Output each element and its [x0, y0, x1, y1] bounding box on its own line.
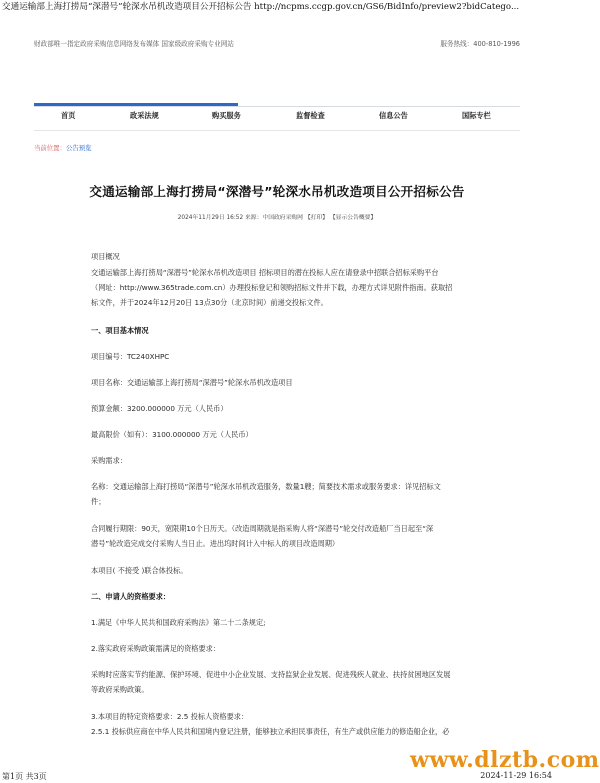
qualification-3: 3.本项目的特定资格要求：2.5 投标人资格要求：: [91, 712, 249, 721]
print-footer: [0, 771, 554, 783]
breadcrumb-prefix: 当前位置：: [34, 144, 66, 152]
article-date-source: 2024年11月29日 16:52 来源：中国政府采购网: [177, 215, 305, 221]
project-name: 项目名称：交通运输部上海打捞局“深潜号”轮深水吊机改造项目: [91, 378, 293, 387]
requirements-heading: 采购需求：: [91, 456, 127, 465]
site-slogan: 财政部唯一指定政府采购信息网络发布媒体 国家级政府采购专业网站: [34, 40, 234, 48]
page-title: 交通运输部上海打捞局“深潜号”轮深水吊机改造项目公开招标公告: [89, 184, 465, 199]
requirements-line-1: 名称：交通运输部上海打捞局“深潜号”轮深水吊机改造服务，数量1艘；简要技术需求或服务要求：详见招标文: [91, 482, 441, 491]
main-nav: [34, 111, 520, 125]
page-count: 第1页 共3页: [2, 772, 47, 781]
nav-item-announcements[interactable]: 信息公告: [379, 111, 408, 120]
qualification-1: 1.满足《中华人民共和国政府采购法》第二十二条规定;: [91, 618, 266, 627]
breadcrumb: [34, 143, 92, 152]
policy-line-1: 采购时应落实节约能源、保护环境、促进中小企业发展、支持监狱企业发展、促进残疾人就业、扶持贫困地区发展: [91, 670, 451, 679]
print-timestamp: 2024-11-29 16:54: [480, 771, 552, 780]
print-header: 交通运输部上海打捞局“深潜号”轮深水吊机改造项目公开招标公告 http://ncpms.ccgp.gov.cn/GS6/BidInfo/preview2?bidCatego...: [2, 2, 520, 12]
overview-line-3: 标文件，并于2024年12月20日 13点30分（北京时间）前递交投标文件。: [91, 298, 328, 307]
contract-line-2: 潜号”轮改造完成交付采购人当日止。进出坞时间计入中标人的项目改造周期）: [91, 539, 340, 548]
qualification-3-1: 2.5.1 投标供应商在中华人民共和国境内登记注册，能够独立承担民事责任，有生产或供应能力的修造船企业，必: [91, 727, 450, 736]
project-code: 项目编号：TC240XHPC: [91, 352, 170, 361]
qualification-2: 2.落实政府采购政策需满足的资格要求：: [91, 644, 221, 653]
service-hotline: 服务热线：400-810-1996: [440, 40, 520, 48]
show-summary-button[interactable]: 【显示公告概要】: [329, 215, 377, 221]
nav-divider: [34, 106, 520, 107]
nav-item-international[interactable]: 国际专栏: [462, 111, 491, 120]
nav-item-supervision[interactable]: 监督检查: [296, 111, 325, 120]
article-meta: [0, 212, 554, 221]
max-price: 最高限价（如有）：3100.000000 万元（人民币）: [91, 430, 253, 439]
overview-line-2: （网址：http://www.365trade.com.cn）办理投标登记和领购招标文件并下载，办理方式详见附件指南。获取招: [91, 283, 453, 292]
budget-amount: 预算金额：3200.000000 万元（人民币）: [91, 404, 228, 413]
nav-item-regulations[interactable]: 政采法规: [130, 111, 159, 120]
policy-line-2: 等政府采购政策。: [91, 685, 149, 694]
nav-item-home[interactable]: 首页: [61, 111, 76, 120]
joint-bid-note: 本项目( 不接受 )联合体投标。: [91, 566, 188, 575]
section-1-heading: 一、项目基本情况: [91, 326, 149, 335]
requirements-line-2: 件；: [91, 497, 106, 506]
nav-item-services[interactable]: 购买服务: [212, 111, 241, 120]
print-button[interactable]: 【打印】: [304, 215, 329, 221]
breadcrumb-link[interactable]: 公告预览: [65, 144, 92, 152]
contract-line-1: 合同履行期限：90天，宽限期10个日历天。（改造周期就是指采购人将“深潜号”轮交付改造船厂当日起至“深: [91, 524, 434, 533]
site-topbar: [34, 38, 520, 50]
nav-bottom-divider: [34, 130, 520, 131]
site-watermark: www.dlztb.com: [410, 747, 600, 773]
section-2-heading: 二、申请人的资格要求：: [91, 592, 171, 601]
overview-heading: 项目概况: [91, 252, 120, 261]
overview-line-1: 交通运输部上海打捞局“深潜号”轮深水吊机改造项目 招标项目的潜在投标人应在请登录中招联合招标采购平台: [91, 268, 439, 277]
